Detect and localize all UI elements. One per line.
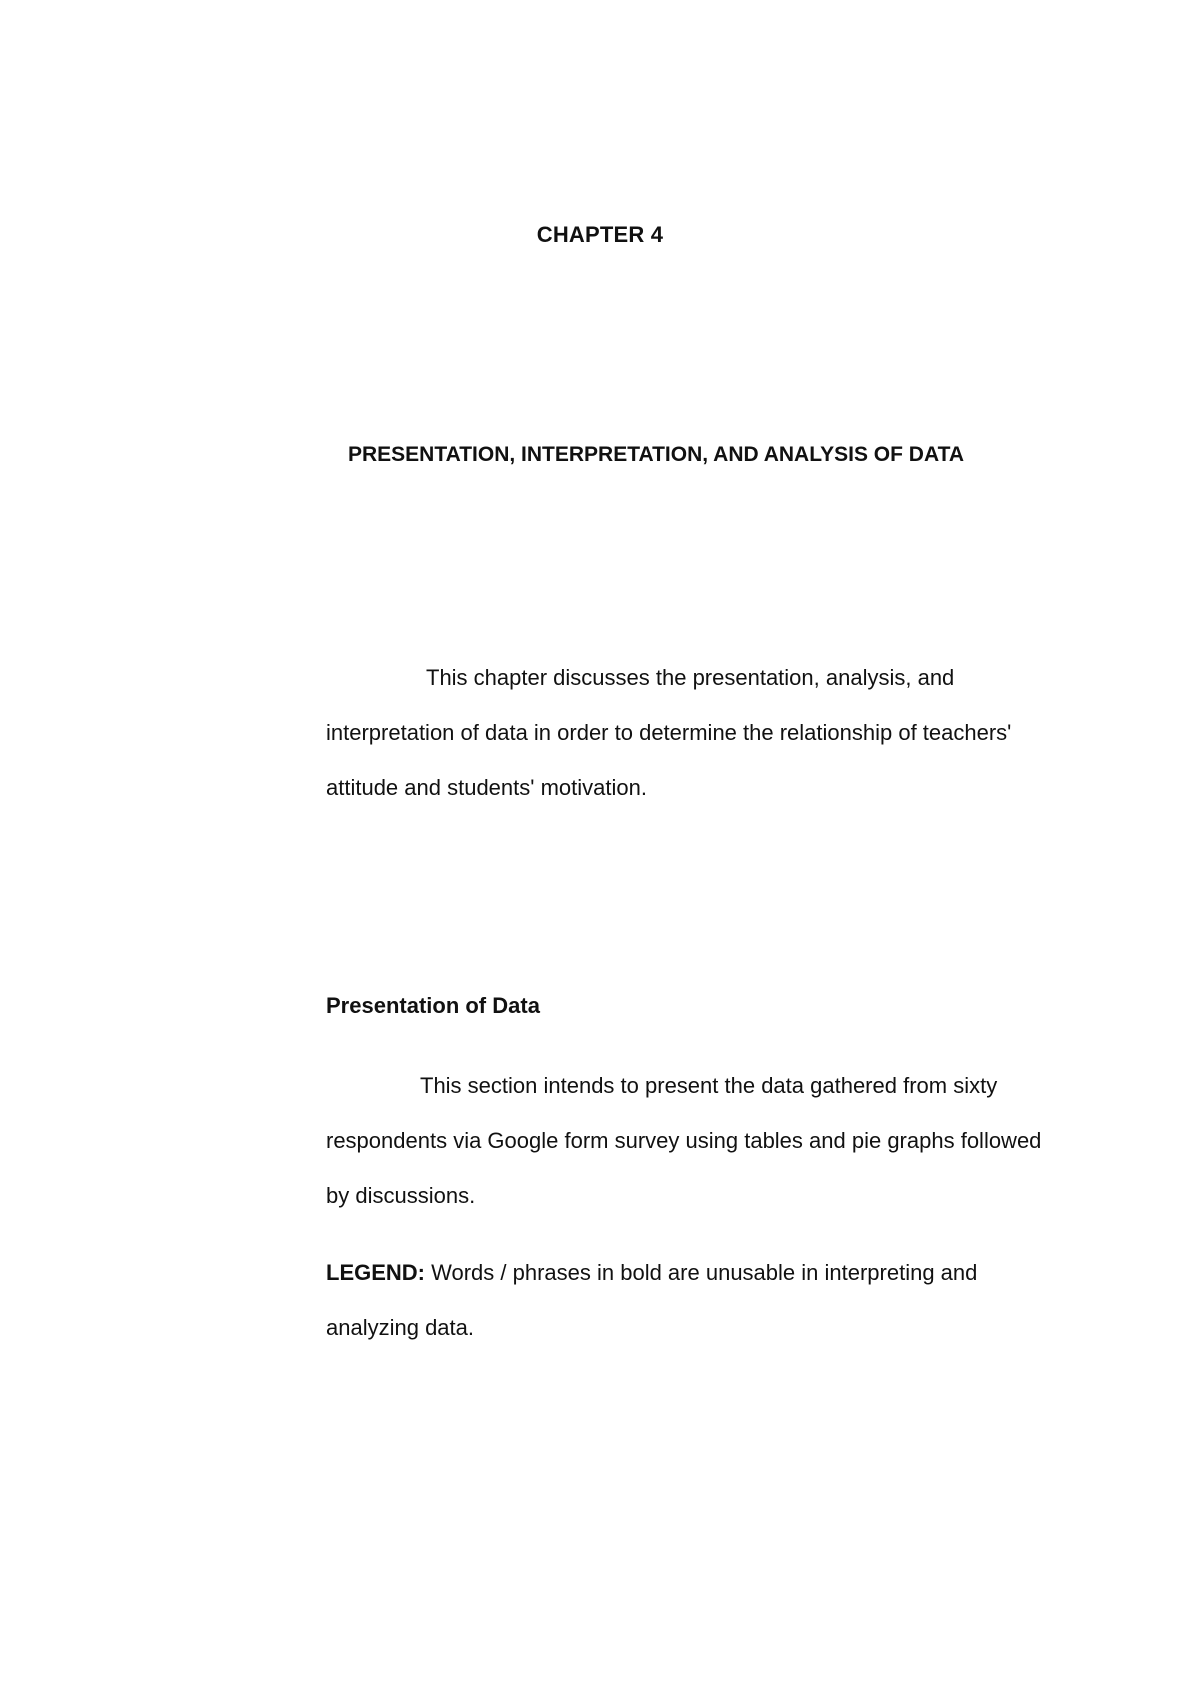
section-text: This section intends to present the data gathered from sixty respondents via Google form survey using tables and pie graphs followed by discussions. <box>326 1073 1042 1208</box>
section-paragraph <box>326 1058 1046 1223</box>
legend-label: LEGEND: <box>326 1260 425 1285</box>
chapter-number-heading: CHAPTER 4 <box>536 222 664 247</box>
section-heading: Presentation of Data <box>326 993 540 1018</box>
chapter-title: PRESENTATION, INTERPRETATION, AND ANALYSIS OF DATA <box>347 443 964 466</box>
legend-text: Words / phrases in bold are unusable in interpreting and analyzing data. <box>326 1260 978 1340</box>
intro-text: This chapter discusses the presentation, analysis, and interpretation of data in order to determine the relationship of teachers' attitude and students' motivation. <box>326 665 1012 800</box>
intro-paragraph <box>326 650 1046 815</box>
legend-paragraph <box>326 1245 1046 1355</box>
